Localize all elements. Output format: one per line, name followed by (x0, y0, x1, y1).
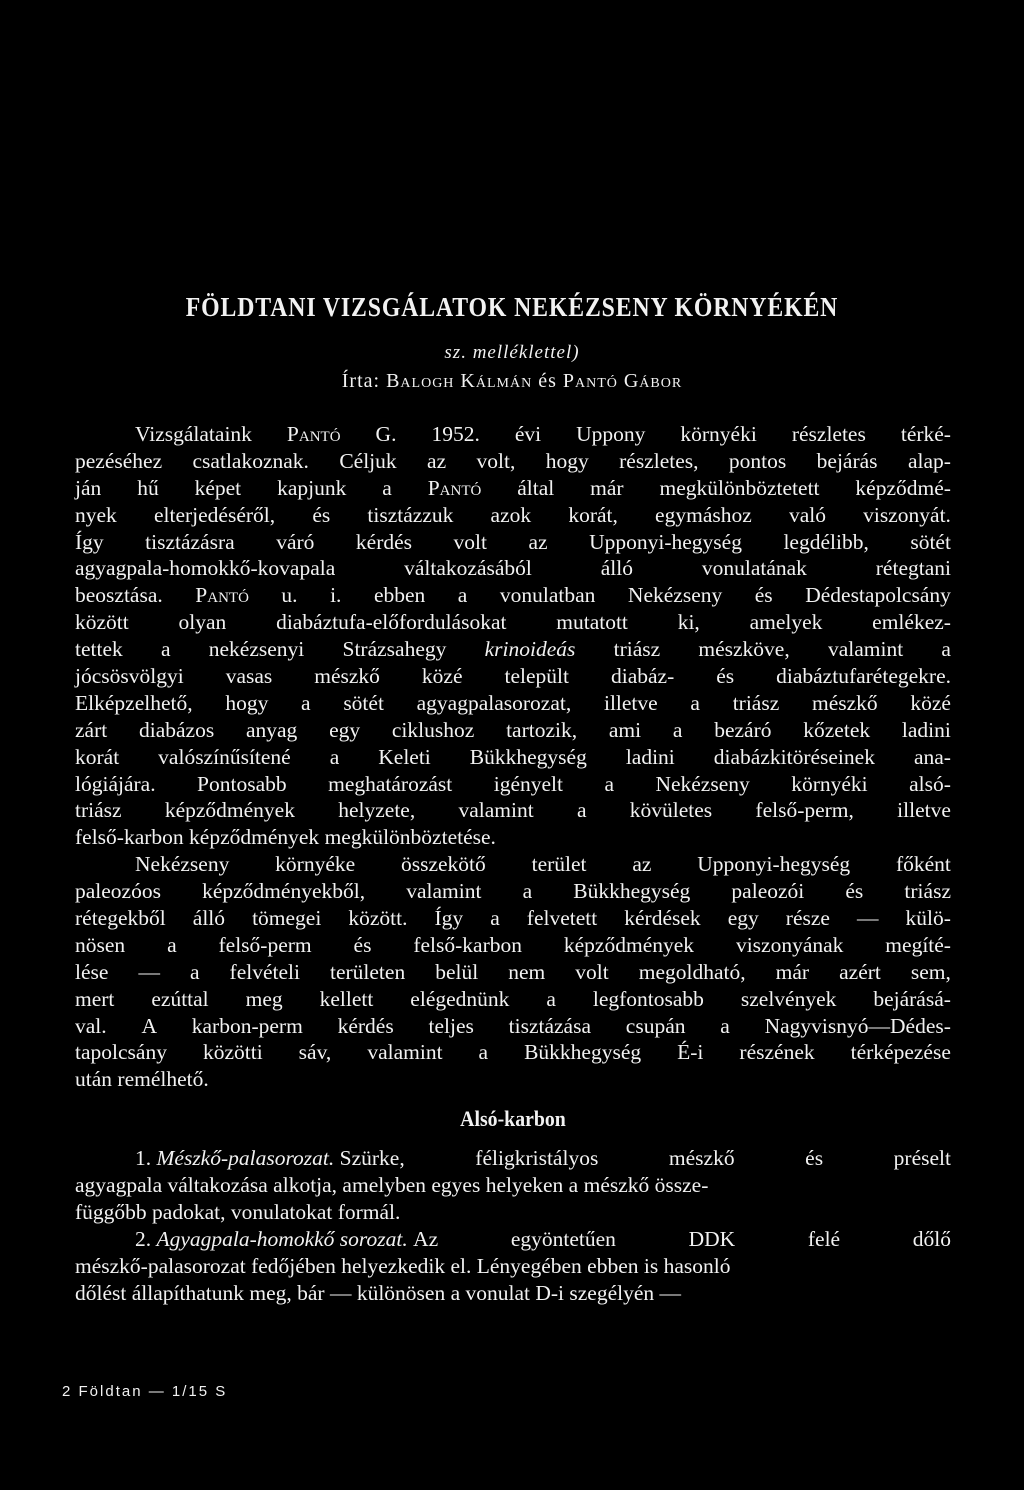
text-line: paleozóos képződményekből, valamint a Bükkhegység paleozói és triász (75, 879, 951, 904)
text-line: Nekézseny környéke összekötő terület az Upponyi-hegység főként (135, 852, 951, 877)
item-2-first-line (75, 1226, 951, 1253)
paragraph-2 (75, 851, 951, 1093)
list-item-2 (75, 1226, 951, 1307)
item-1-number: 1. (135, 1146, 152, 1171)
text-line: tapolcsány közötti sáv, valamint a Bükkhegység É-i részének térképezése (75, 1040, 951, 1065)
item-2-term: Agyagpala-homokkő sorozat. (156, 1226, 408, 1251)
page-title: FÖLDTANI VIZSGÁLATOK NEKÉZSENY KÖRNYÉKÉN (185, 292, 839, 322)
text-line: nyek elterjedéséről, és tisztázzuk azok korát, egymáshoz való viszonyát. (75, 502, 951, 527)
authors-prefix: Írta: (341, 370, 381, 392)
text-line: Elképzelhető, hogy a sötét agyagpalasorozat, illetve a triász mészkő közé (75, 690, 951, 715)
author-balogh: Balogh Kálmán (386, 370, 533, 392)
text-line: val. A karbon-perm kérdés teljes tisztázása csupán a Nagyvisnyó—Dédes- (75, 1013, 951, 1038)
author-panto: Pantó Gábor (562, 370, 683, 392)
text-line: Vizsgálataink Pantó G. 1952. évi Uppony környéki részletes térké- (135, 422, 951, 446)
section-heading: Alsó-karbon (460, 1106, 566, 1132)
text-line: rétegekből álló tömegei között. Így a felvetett kérdések egy része — külö- (75, 906, 951, 931)
subtitle: sz. melléklettel) (444, 342, 580, 363)
item-1-text: Szürke, féligkristályos mészkő és préselt (339, 1146, 951, 1171)
page-footer: 2 Földtan — 1/15 S (62, 1383, 228, 1400)
body-text (75, 421, 951, 1307)
item-1-line: függőbb padokat, vonulatokat formál. (75, 1199, 401, 1224)
text-line: beosztása. Pantó u. i. ebben a vonulatban Nekézseny és Dédestapolcsány (75, 583, 951, 608)
item-1-line: agyagpala váltakozása alkotja, amelyben egyes helyeken a mészkő össze- (75, 1173, 709, 1198)
text-line: triász képződmények helyzete, valamint a kövületes felső-perm, illetve (75, 798, 951, 823)
text-line: között olyan diabáztufa-előfordulásokat mutatott ki, amelyek emlékez- (75, 610, 951, 635)
text-line: pezéséhez csatlakoznak. Céljuk az volt, hogy részletes, pontos bejárás alap- (75, 448, 951, 473)
list-item-1 (75, 1145, 951, 1226)
text-line: lése — a felvételi területen belül nem volt megoldható, már azért sem, (75, 959, 951, 984)
item-2-line: dőlést állapíthatunk meg, bár — különösen a vonulat D-i szegélyén — (75, 1280, 682, 1305)
item-2-text: Az egyöntetűen DDK felé dőlő (413, 1226, 951, 1251)
text-line: korát valószínűsítené a Keleti Bükkhegység ladini diabázkitöréseinek ana- (75, 744, 951, 769)
item-2-number: 2. (135, 1226, 152, 1251)
text-line: felső-karbon képződmények megkülönböztetése. (75, 825, 496, 850)
text-line: Így tisztázásra váró kérdés volt az Upponyi-hegység legdélibb, sötét (75, 529, 951, 554)
item-2-line: mészkő-palasorozat fedőjében helyezkedik el. Lényegében ebben is hasonló (75, 1253, 731, 1278)
text-line: ján hű képet kapjunk a Pantó által már megkülönböztetett képződmé- (75, 475, 951, 500)
paragraph-1 (75, 421, 951, 851)
item-1-first-line (75, 1145, 951, 1172)
text-line: mert ezúttal meg kellett elégednünk a legfontosabb szelvények bejárásá- (75, 986, 951, 1011)
text-line: jócsösvölgyi vasas mészkő közé települt diabáz- és diabáztufarétegekre. (75, 664, 951, 689)
text-line: tettek a nekézsenyi Strázsahegy krinoideás triász mészköve, valamint a (75, 637, 951, 662)
text-line: nösen a felső-perm és felső-karbon képződmények viszonyának megíté- (75, 932, 951, 957)
text-line: zárt diabázos anyag egy ciklushoz tartozik, ami a bezáró kőzetek ladini (75, 717, 951, 742)
item-1-term: Mészkő-palasorozat. (156, 1146, 335, 1171)
text-line: után remélhető. (75, 1067, 209, 1092)
text-line: agyagpala-homokkő-kovapala váltakozásából álló vonulatának rétegtani (75, 556, 951, 581)
authors-and: és (538, 370, 557, 392)
author-line (0, 370, 1024, 393)
text-line: lógiájára. Pontosabb meghatározást igényelt a Nekézseny környéki alsó- (75, 771, 951, 796)
